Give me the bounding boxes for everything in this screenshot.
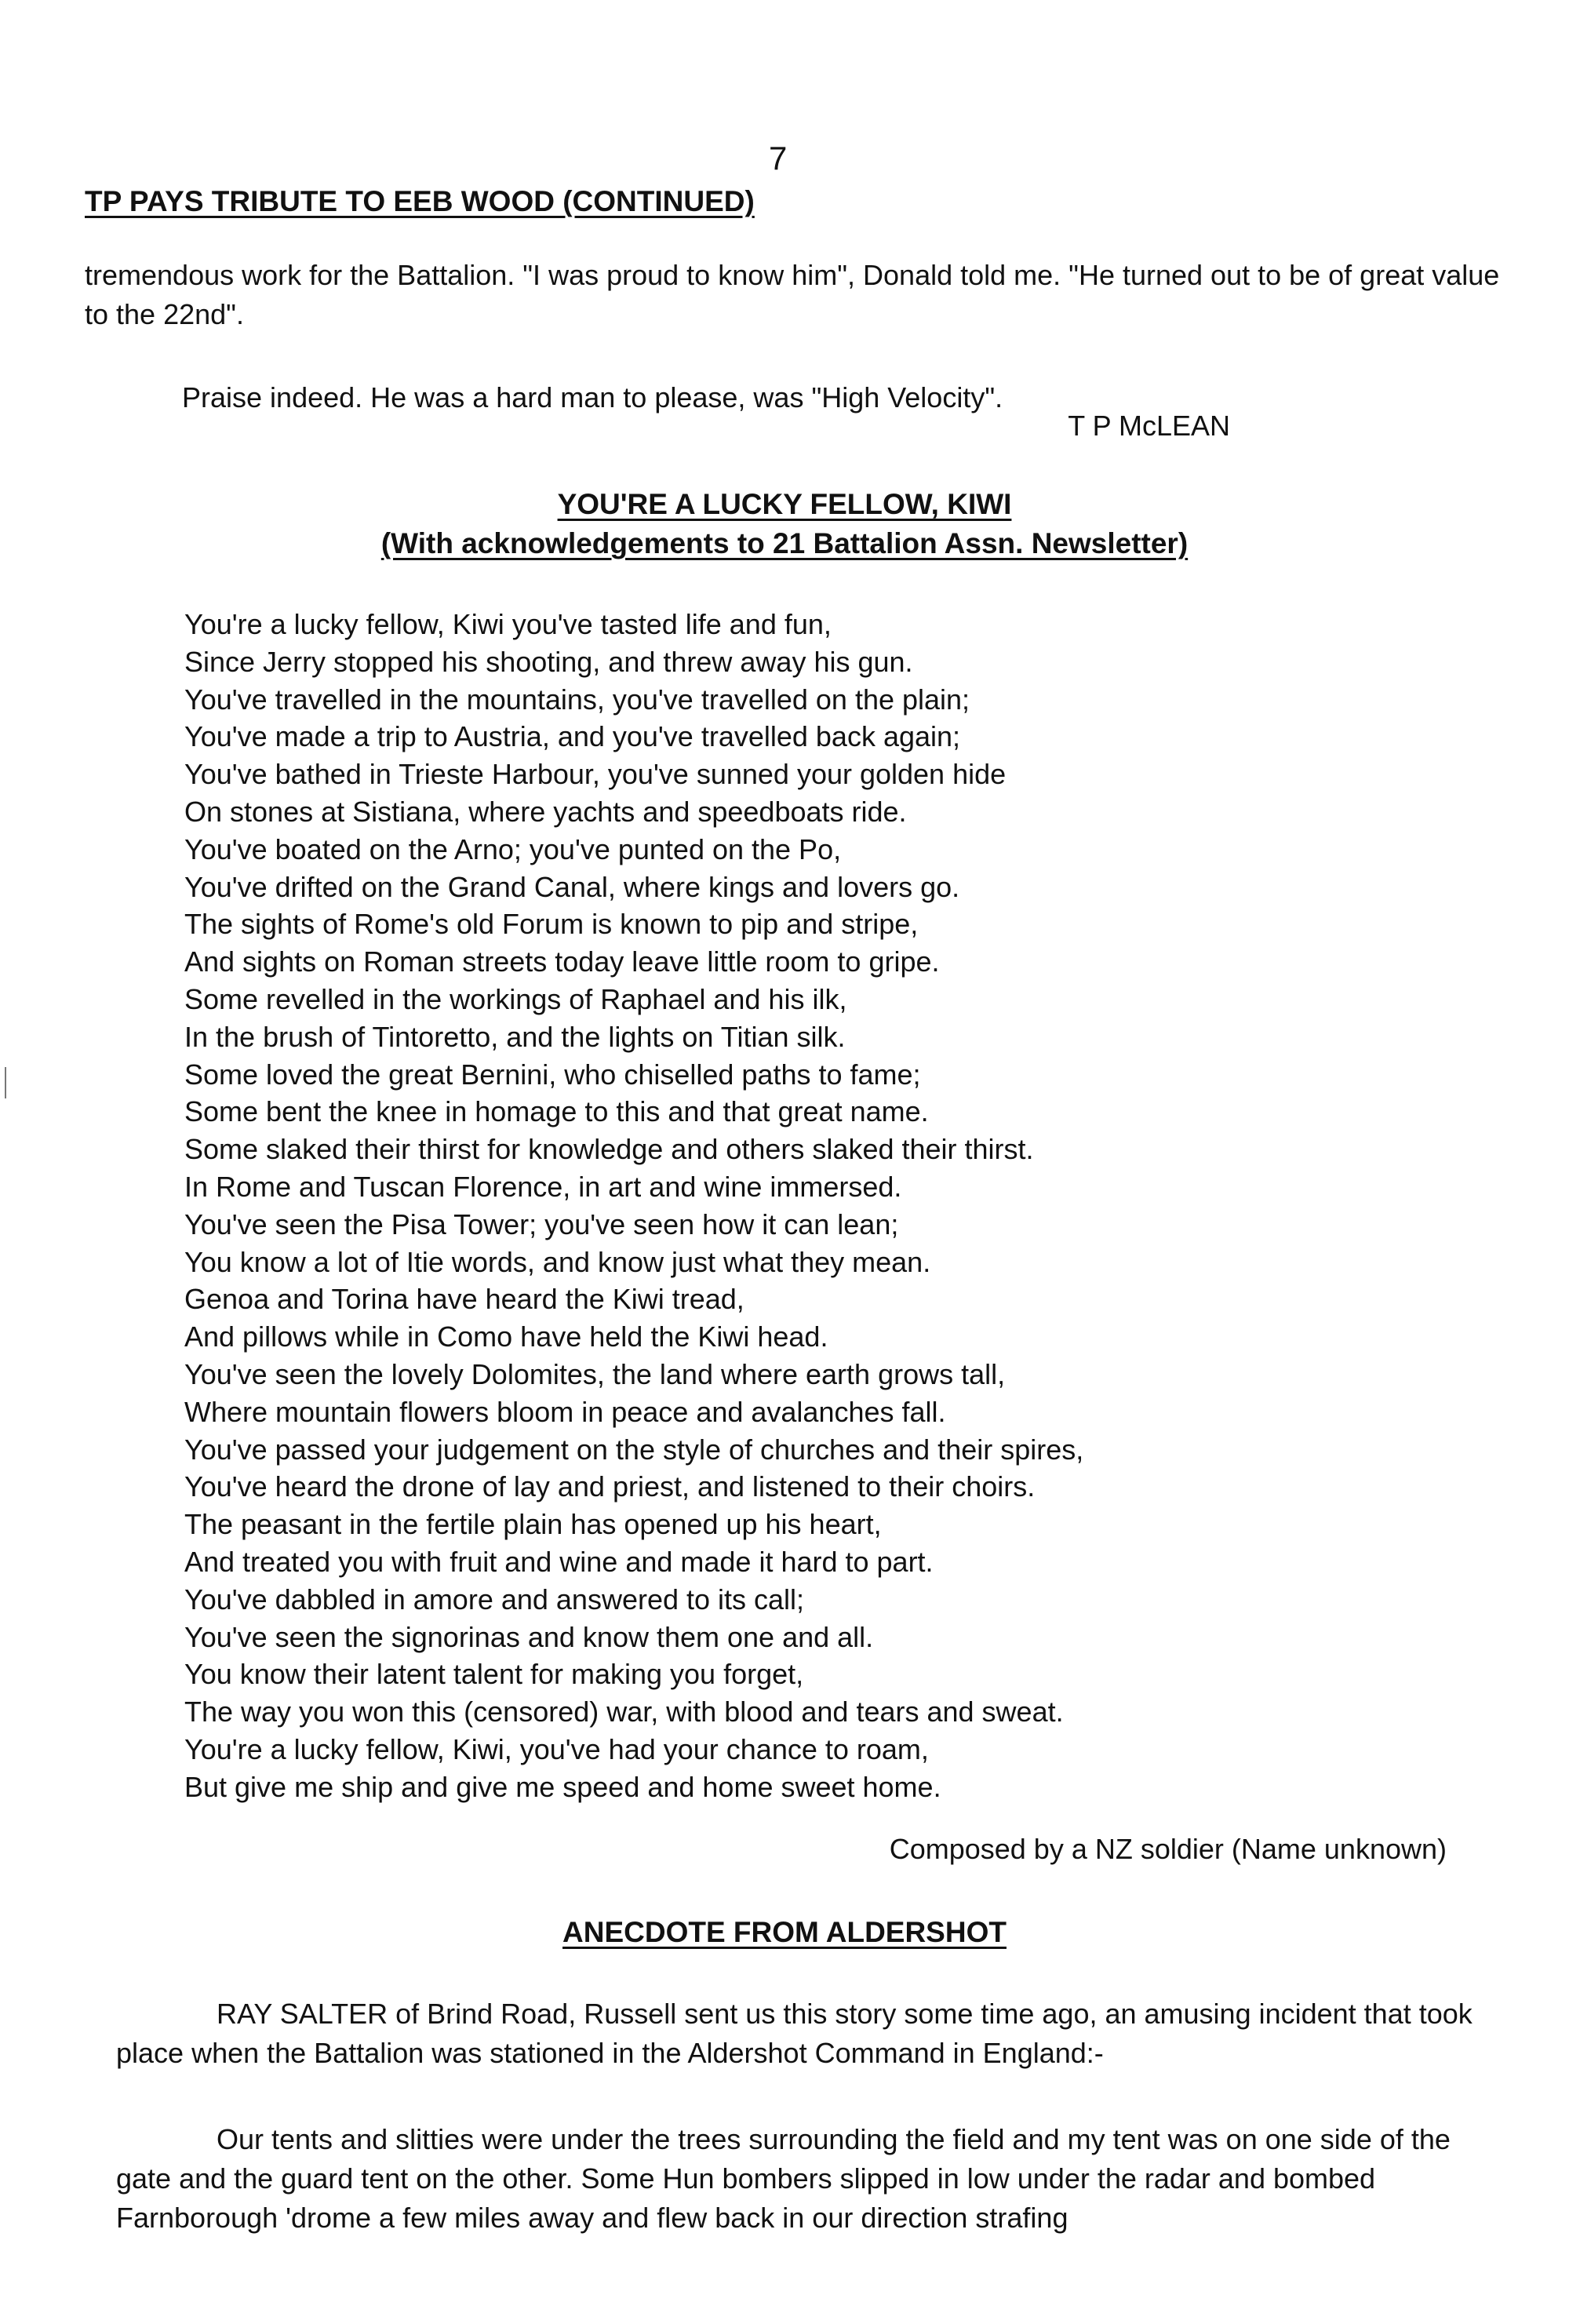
poem-line: You've boated on the Arno; you've punted on the Po, [184, 832, 842, 865]
poem-line: You've seen the lovely Dolomites, the land where earth grows tall, [184, 1357, 1006, 1390]
poem-line: And pillows while in Como have held the Kiwi head. [184, 1320, 828, 1353]
poem-line: You've bathed in Trieste Harbour, you've sunned your golden hide [184, 758, 1007, 791]
poem-line: Where mountain flowers bloom in peace and avalanches fall. [184, 1395, 946, 1428]
poem-line: The way you won this (censored) war, with blood and tears and sweat. [184, 1696, 1064, 1728]
poem-line: You've dabbled in amore and answered to its call; [184, 1583, 805, 1616]
praise-line: Praise indeed. He was a hard man to please, was "High Velocity". [182, 381, 1003, 413]
poem-body [184, 606, 1083, 1806]
poem-subtitle: (With acknowledgements to 21 Battalion Assn. Newsletter) [380, 527, 1189, 559]
poem-line: But give me ship and give me speed and home sweet home. [184, 1770, 941, 1803]
poem-line: You've travelled in the mountains, you've travelled on the plain; [184, 683, 970, 716]
poem-line: In Rome and Tuscan Florence, in art and wine immersed. [184, 1170, 902, 1203]
poem-line: On stones at Sistiana, where yachts and speedboats ride. [184, 795, 907, 828]
author-signature: T P McLEAN [1068, 410, 1230, 442]
poem-line: And sights on Roman streets today leave little room to gripe. [184, 945, 940, 978]
section-heading-anecdote: ANECDOTE FROM ALDERSHOT [562, 1916, 1007, 1948]
poem-line: Some bent the knee in homage to this and that great name. [184, 1095, 929, 1128]
section-heading-tribute: TP PAYS TRIBUTE TO EEB WOOD (CONTINUED) [85, 185, 755, 217]
poem-line: In the brush of Tintoretto, and the lights on Titian silk. [184, 1020, 846, 1053]
tribute-paragraph: tremendous work for the Battalion. "I was proud to know him", Donald told me. "He turned out to be of great value to the 22nd". [85, 259, 1500, 330]
poem-line: The peasant in the fertile plain has opened up his heart, [184, 1508, 882, 1541]
page-number: 7 [769, 140, 788, 177]
poem-line: You know a lot of Itie words, and know just what they mean. [184, 1245, 931, 1278]
poem-line: You know their latent talent for making you forget, [184, 1658, 804, 1691]
poem-line: You've heard the drone of lay and priest, and listened to their choirs. [184, 1470, 1036, 1503]
poem-line: Since Jerry stopped his shooting, and threw away his gun. [184, 645, 913, 678]
poem-title: YOU'RE A LUCKY FELLOW, KIWI [557, 488, 1012, 520]
anecdote-story-text: Our tents and slitties were under the trees surrounding the field and my tent was on one side of the gate and the guard tent on the other. Some Hun bombers slipped in low under the radar and bombed Farnborough 'drome a few miles away and flew back in our direction strafing [116, 2123, 1451, 2234]
poem-line: You've seen the signorinas and know them one and all. [184, 1620, 874, 1653]
poem-line: Some loved the great Bernini, who chiselled paths to fame; [184, 1058, 921, 1091]
poem-line: Some slaked their thirst for knowledge and others slaked their thirst. [184, 1133, 1034, 1166]
poem-line: You're a lucky fellow, Kiwi you've tasted life and fun, [184, 608, 832, 640]
anecdote-intro-paragraph [116, 1994, 1505, 2073]
anecdote-story-paragraph [116, 2120, 1505, 2238]
margin-mark [5, 1067, 6, 1098]
poem-line: And treated you with fruit and wine and made it hard to part. [184, 1545, 934, 1578]
poem-line: Genoa and Torina have heard the Kiwi tread, [184, 1283, 744, 1316]
poem-line: You've made a trip to Austria, and you've travelled back again; [184, 720, 961, 753]
poem-line: You've drifted on the Grand Canal, where kings and lovers go. [184, 870, 960, 903]
anecdote-intro-text: RAY SALTER of Brind Road, Russell sent us this story some time ago, an amusing incident that took place when the Battalion was stationed in the Aldershot Command in England:- [116, 1998, 1473, 2069]
poem-line: You've seen the Pisa Tower; you've seen how it can lean; [184, 1208, 899, 1240]
poem-attribution: Composed by a NZ soldier (Name unknown) [889, 1833, 1447, 1865]
poem-line: You're a lucky fellow, Kiwi, you've had your chance to roam, [184, 1732, 929, 1765]
poem-line: The sights of Rome's old Forum is known to pip and stripe, [184, 908, 919, 941]
poem-line: You've passed your judgement on the style of churches and their spires, [184, 1433, 1084, 1466]
poem-line: Some revelled in the workings of Raphael and his ilk, [184, 982, 847, 1015]
